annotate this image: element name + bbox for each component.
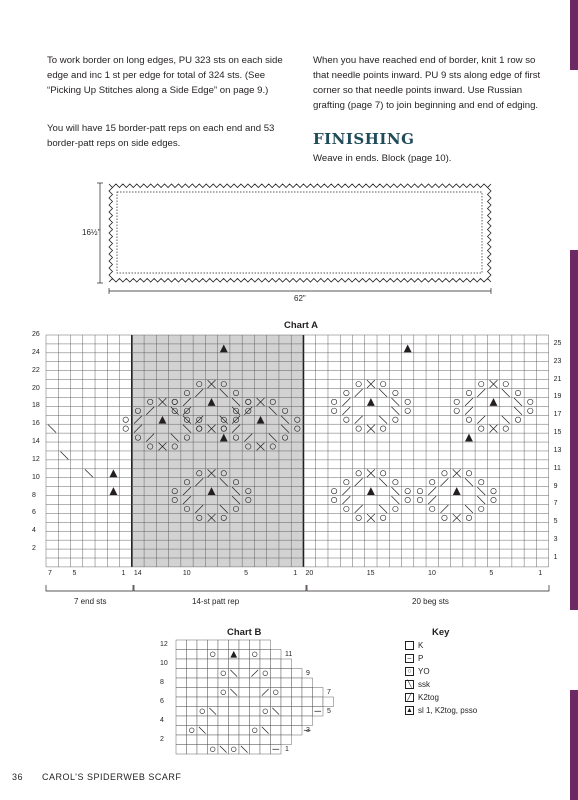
sk2p-symbol-icon: [110, 469, 118, 477]
ssk-symbol-icon: [379, 389, 387, 397]
ssk-symbol-icon: [391, 487, 399, 495]
chart-b-row-number: 12: [160, 641, 168, 648]
k2tog-symbol-icon: [465, 398, 473, 406]
chart-a-stitch-number: 7: [48, 569, 52, 577]
purl-symbol-icon: –: [405, 654, 414, 663]
k2tog-symbol-icon: [428, 487, 436, 495]
yo-symbol-icon: [491, 488, 496, 493]
k2tog-symbol-icon: [355, 416, 363, 424]
chart-a-stitch-number: 10: [182, 569, 191, 577]
chart-b-row-number: 10: [160, 660, 168, 667]
key-item-k2tog: [405, 693, 439, 702]
ssk-symbol-icon: [85, 469, 93, 477]
chart-a-stitch-number: 5: [72, 569, 77, 577]
chart-b-row-number: 8: [160, 679, 164, 686]
chart-b-row-number: 5: [327, 707, 331, 715]
chart-a-row-number: 22: [32, 366, 40, 374]
chart-a-patt-rep-label: 14-st patt rep: [192, 597, 240, 606]
chart-b-row-number: 1: [285, 745, 289, 753]
k2tog-symbol-icon: [465, 407, 473, 415]
key-item-sk2p: [405, 706, 477, 715]
yo-symbol-icon: [356, 381, 361, 386]
chart-a-stitch-number: 10: [428, 569, 436, 577]
key-label: K: [418, 641, 424, 650]
ssk-symbol-icon: [391, 407, 399, 415]
k2tog-symbol-icon: [441, 478, 449, 486]
yo-symbol-icon: [466, 417, 471, 422]
yo-symbol-icon: [528, 399, 533, 404]
sk2p-symbol-icon: [490, 398, 498, 406]
chart-a-row-number: 18: [32, 402, 40, 410]
yo-symbol-icon: [405, 497, 410, 502]
chart-a-row-number: 24: [32, 348, 40, 356]
page-number: 36: [12, 772, 24, 782]
finishing-heading: FINISHING: [313, 130, 415, 148]
key-item-p: [405, 654, 423, 663]
key-item-ssk: [405, 680, 430, 689]
yo-symbol-icon: [344, 506, 349, 511]
ssk-symbol-icon: ╲: [405, 680, 414, 689]
yo-symbol-icon: [479, 506, 484, 511]
k2tog-symbol-icon: [441, 505, 449, 513]
k2tog-symbol-icon: [477, 416, 485, 424]
ssk-symbol-icon: [379, 416, 387, 424]
yo-symbol-icon: [331, 399, 336, 404]
chart-a-stitch-number: 5: [244, 569, 249, 577]
yo-symbol-icon: [344, 417, 349, 422]
chart-a-row-number: 4: [32, 527, 36, 535]
key-label: sl 1, K2tog, psso: [418, 706, 478, 715]
k2tog-symbol-icon: [342, 398, 350, 406]
yo-symbol-icon: [466, 390, 471, 395]
ssk-symbol-icon: [379, 505, 387, 513]
chart-a-row-number: 5: [553, 518, 558, 526]
yo-symbol-icon: [331, 408, 336, 413]
yo-symbol-icon: [442, 515, 447, 520]
key-label: YO: [418, 667, 430, 676]
yo-symbol-icon: [454, 408, 459, 413]
yo-symbol-icon: [503, 426, 508, 431]
k2tog-symbol-icon: [355, 478, 363, 486]
yo-symbol-icon: [380, 471, 385, 476]
yo-symbol-icon: [380, 515, 385, 520]
k2tog-symbol-icon: [428, 496, 436, 504]
yo-symbol-icon: [405, 399, 410, 404]
chart-a-stitch-number: 5: [489, 569, 494, 577]
yo-symbol-icon: [344, 479, 349, 484]
scarf-schematic: [80, 175, 520, 310]
chart-b-row-number: 7: [327, 688, 331, 696]
ssk-symbol-icon: [465, 478, 473, 486]
k2tog-symbol-icon: [342, 407, 350, 415]
chart-a-title: Chart A: [284, 320, 318, 331]
chart-a-grid: [0, 330, 578, 580]
yo-symbol-icon: [344, 390, 349, 395]
key-label: K2tog: [418, 693, 439, 702]
chart-a-row-number: 16: [32, 420, 40, 428]
chart-a-row-number: 3: [553, 536, 558, 544]
chart-a-row-number: 2: [32, 545, 36, 553]
sk2p-symbol-icon: [367, 487, 375, 495]
chart-a-row-number: 13: [553, 446, 562, 454]
chart-a-row-number: 6: [32, 509, 36, 517]
chart-a-end-sts-label: 7 end sts: [74, 597, 107, 606]
ssk-symbol-icon: [60, 451, 68, 459]
schematic-width-label: 62": [294, 294, 306, 303]
yo-symbol-icon: [528, 408, 533, 413]
chart-b-row-number: 11: [285, 650, 293, 658]
k2tog-symbol-icon: ╱: [405, 693, 414, 702]
ssk-symbol-icon: [379, 478, 387, 486]
page-edge-bottom: [570, 690, 578, 800]
key-label: P: [418, 654, 424, 663]
chart-a-row-number: 8: [32, 491, 36, 499]
ssk-symbol-icon: [477, 496, 485, 504]
chart-a-row-number: 17: [553, 411, 562, 419]
instructions-paragraph-2: You will have 15 border-patt reps on each end and 53 border-patt reps on side edges.: [47, 123, 275, 149]
chart-a-row-number: 7: [553, 500, 558, 508]
chart-a-row-number: 15: [553, 429, 562, 437]
yo-symbol-icon: [479, 426, 484, 431]
chart-b-row-number: 9: [306, 669, 310, 677]
instructions-paragraph-1: To work border on long edges, PU 323 sts on each side edge and inc 1 st per edge for total of 324 sts. (See “Picking Up Stitches along a Side Edge” on page 9.): [47, 55, 283, 96]
key-label: ssk: [418, 680, 430, 689]
yo-symbol-icon: [442, 471, 447, 476]
page-edge-top: [570, 0, 578, 70]
yo-symbol-icon: [466, 471, 471, 476]
chart-b-row-number: 3: [306, 726, 310, 734]
key-item-k: [405, 641, 423, 650]
chart-a-stitch-number: 14: [133, 569, 142, 577]
chart-a-row-number: 10: [32, 473, 40, 481]
yarn-over-symbol-icon: ○: [405, 667, 414, 676]
yo-symbol-icon: [491, 497, 496, 502]
k2tog-symbol-icon: [342, 496, 350, 504]
ssk-symbol-icon: [391, 496, 399, 504]
key-item-yo: [405, 667, 430, 676]
ssk-symbol-icon: [514, 398, 522, 406]
yo-symbol-icon: [331, 488, 336, 493]
chart-a-stitch-number: 1: [293, 569, 298, 577]
chart-a-row-number: 20: [32, 384, 40, 392]
chart-a-section-brackets: [40, 584, 560, 596]
yo-symbol-icon: [393, 479, 398, 484]
yo-symbol-icon: [393, 390, 398, 395]
scarf-zigzag-edge: [109, 184, 491, 282]
yo-symbol-icon: [356, 471, 361, 476]
chart-a-stitch-number: 1: [538, 569, 543, 577]
chart-a-row-number: 1: [553, 554, 558, 561]
yo-symbol-icon: [356, 515, 361, 520]
yo-symbol-icon: [380, 381, 385, 386]
yo-symbol-icon: [515, 390, 520, 395]
yo-symbol-icon: [503, 381, 508, 386]
sk2p-symbol-icon: [404, 344, 412, 352]
yo-symbol-icon: [479, 479, 484, 484]
finishing-text: Weave in ends. Block (page 10).: [313, 153, 452, 164]
chart-a-row-number: 19: [553, 393, 562, 401]
sk2p-symbol-icon: [465, 434, 473, 442]
sk2p-symbol-icon: [110, 487, 118, 495]
yo-symbol-icon: [123, 417, 128, 422]
yo-symbol-icon: [380, 426, 385, 431]
scarf-inner-outline: [117, 192, 482, 273]
sk2p-symbol-icon: [453, 487, 461, 495]
key-title: Key: [432, 627, 450, 638]
yo-symbol-icon: [466, 515, 471, 520]
chart-a-beg-sts-label: 20 beg sts: [412, 597, 449, 606]
yo-symbol-icon: [454, 399, 459, 404]
running-footer-title: CAROL’S SPIDERWEB SCARF: [42, 772, 182, 782]
chart-a-row-number: 26: [32, 331, 40, 338]
k2tog-symbol-icon: [355, 389, 363, 397]
chart-a-stitch-number: 15: [366, 569, 375, 577]
yo-symbol-icon: [429, 479, 434, 484]
yo-symbol-icon: [515, 417, 520, 422]
chart-b-title: Chart B: [227, 627, 262, 638]
yo-symbol-icon: [417, 488, 422, 493]
yo-symbol-icon: [393, 417, 398, 422]
chart-a-row-number: 23: [553, 357, 562, 365]
k2tog-symbol-icon: [355, 505, 363, 513]
knit-symbol-icon: [405, 641, 414, 650]
chart-b-row-number: 4: [160, 717, 164, 724]
k2tog-symbol-icon: [342, 487, 350, 495]
ssk-symbol-icon: [391, 398, 399, 406]
chart-a-row-number: 12: [32, 455, 40, 463]
yo-symbol-icon: [331, 497, 336, 502]
yo-symbol-icon: [405, 488, 410, 493]
k2tog-symbol-icon: [477, 389, 485, 397]
yo-symbol-icon: [479, 381, 484, 386]
ssk-symbol-icon: [502, 416, 510, 424]
yo-symbol-icon: [123, 426, 128, 431]
ssk-symbol-icon: [465, 505, 473, 513]
ssk-symbol-icon: [477, 487, 485, 495]
ssk-symbol-icon: [514, 407, 522, 415]
chart-a-row-number: 21: [553, 375, 562, 383]
sk2p-symbol-icon: [367, 398, 375, 406]
chart-b-row-number: 2: [160, 736, 164, 743]
ssk-symbol-icon: [48, 425, 56, 433]
yo-symbol-icon: [417, 497, 422, 502]
yo-symbol-icon: [429, 506, 434, 511]
yo-symbol-icon: [393, 506, 398, 511]
chart-a-row-number: 25: [553, 339, 562, 347]
schematic-height-label: 16½": [82, 228, 101, 237]
ssk-symbol-icon: [502, 389, 510, 397]
instructions-paragraph-3: When you have reached end of border, knit 1 row so that needle points inward. PU 9 sts along edge of first corner so that needle points inward. Use Russian grafting (page 7) to join beginning and end of edging.: [313, 55, 541, 111]
yo-symbol-icon: [405, 408, 410, 413]
sk2p-symbol-icon: ▲: [406, 707, 413, 714]
chart-a-stitch-number: 1: [121, 569, 126, 577]
chart-b-row-number: 6: [160, 698, 164, 705]
chart-a-row-number: 11: [553, 464, 561, 472]
chart-a-row-number: 9: [553, 482, 558, 490]
yo-symbol-icon: [356, 426, 361, 431]
chart-b-grid: [0, 630, 400, 760]
chart-a-stitch-number: 20: [305, 569, 314, 577]
chart-a-row-number: 14: [32, 438, 40, 446]
